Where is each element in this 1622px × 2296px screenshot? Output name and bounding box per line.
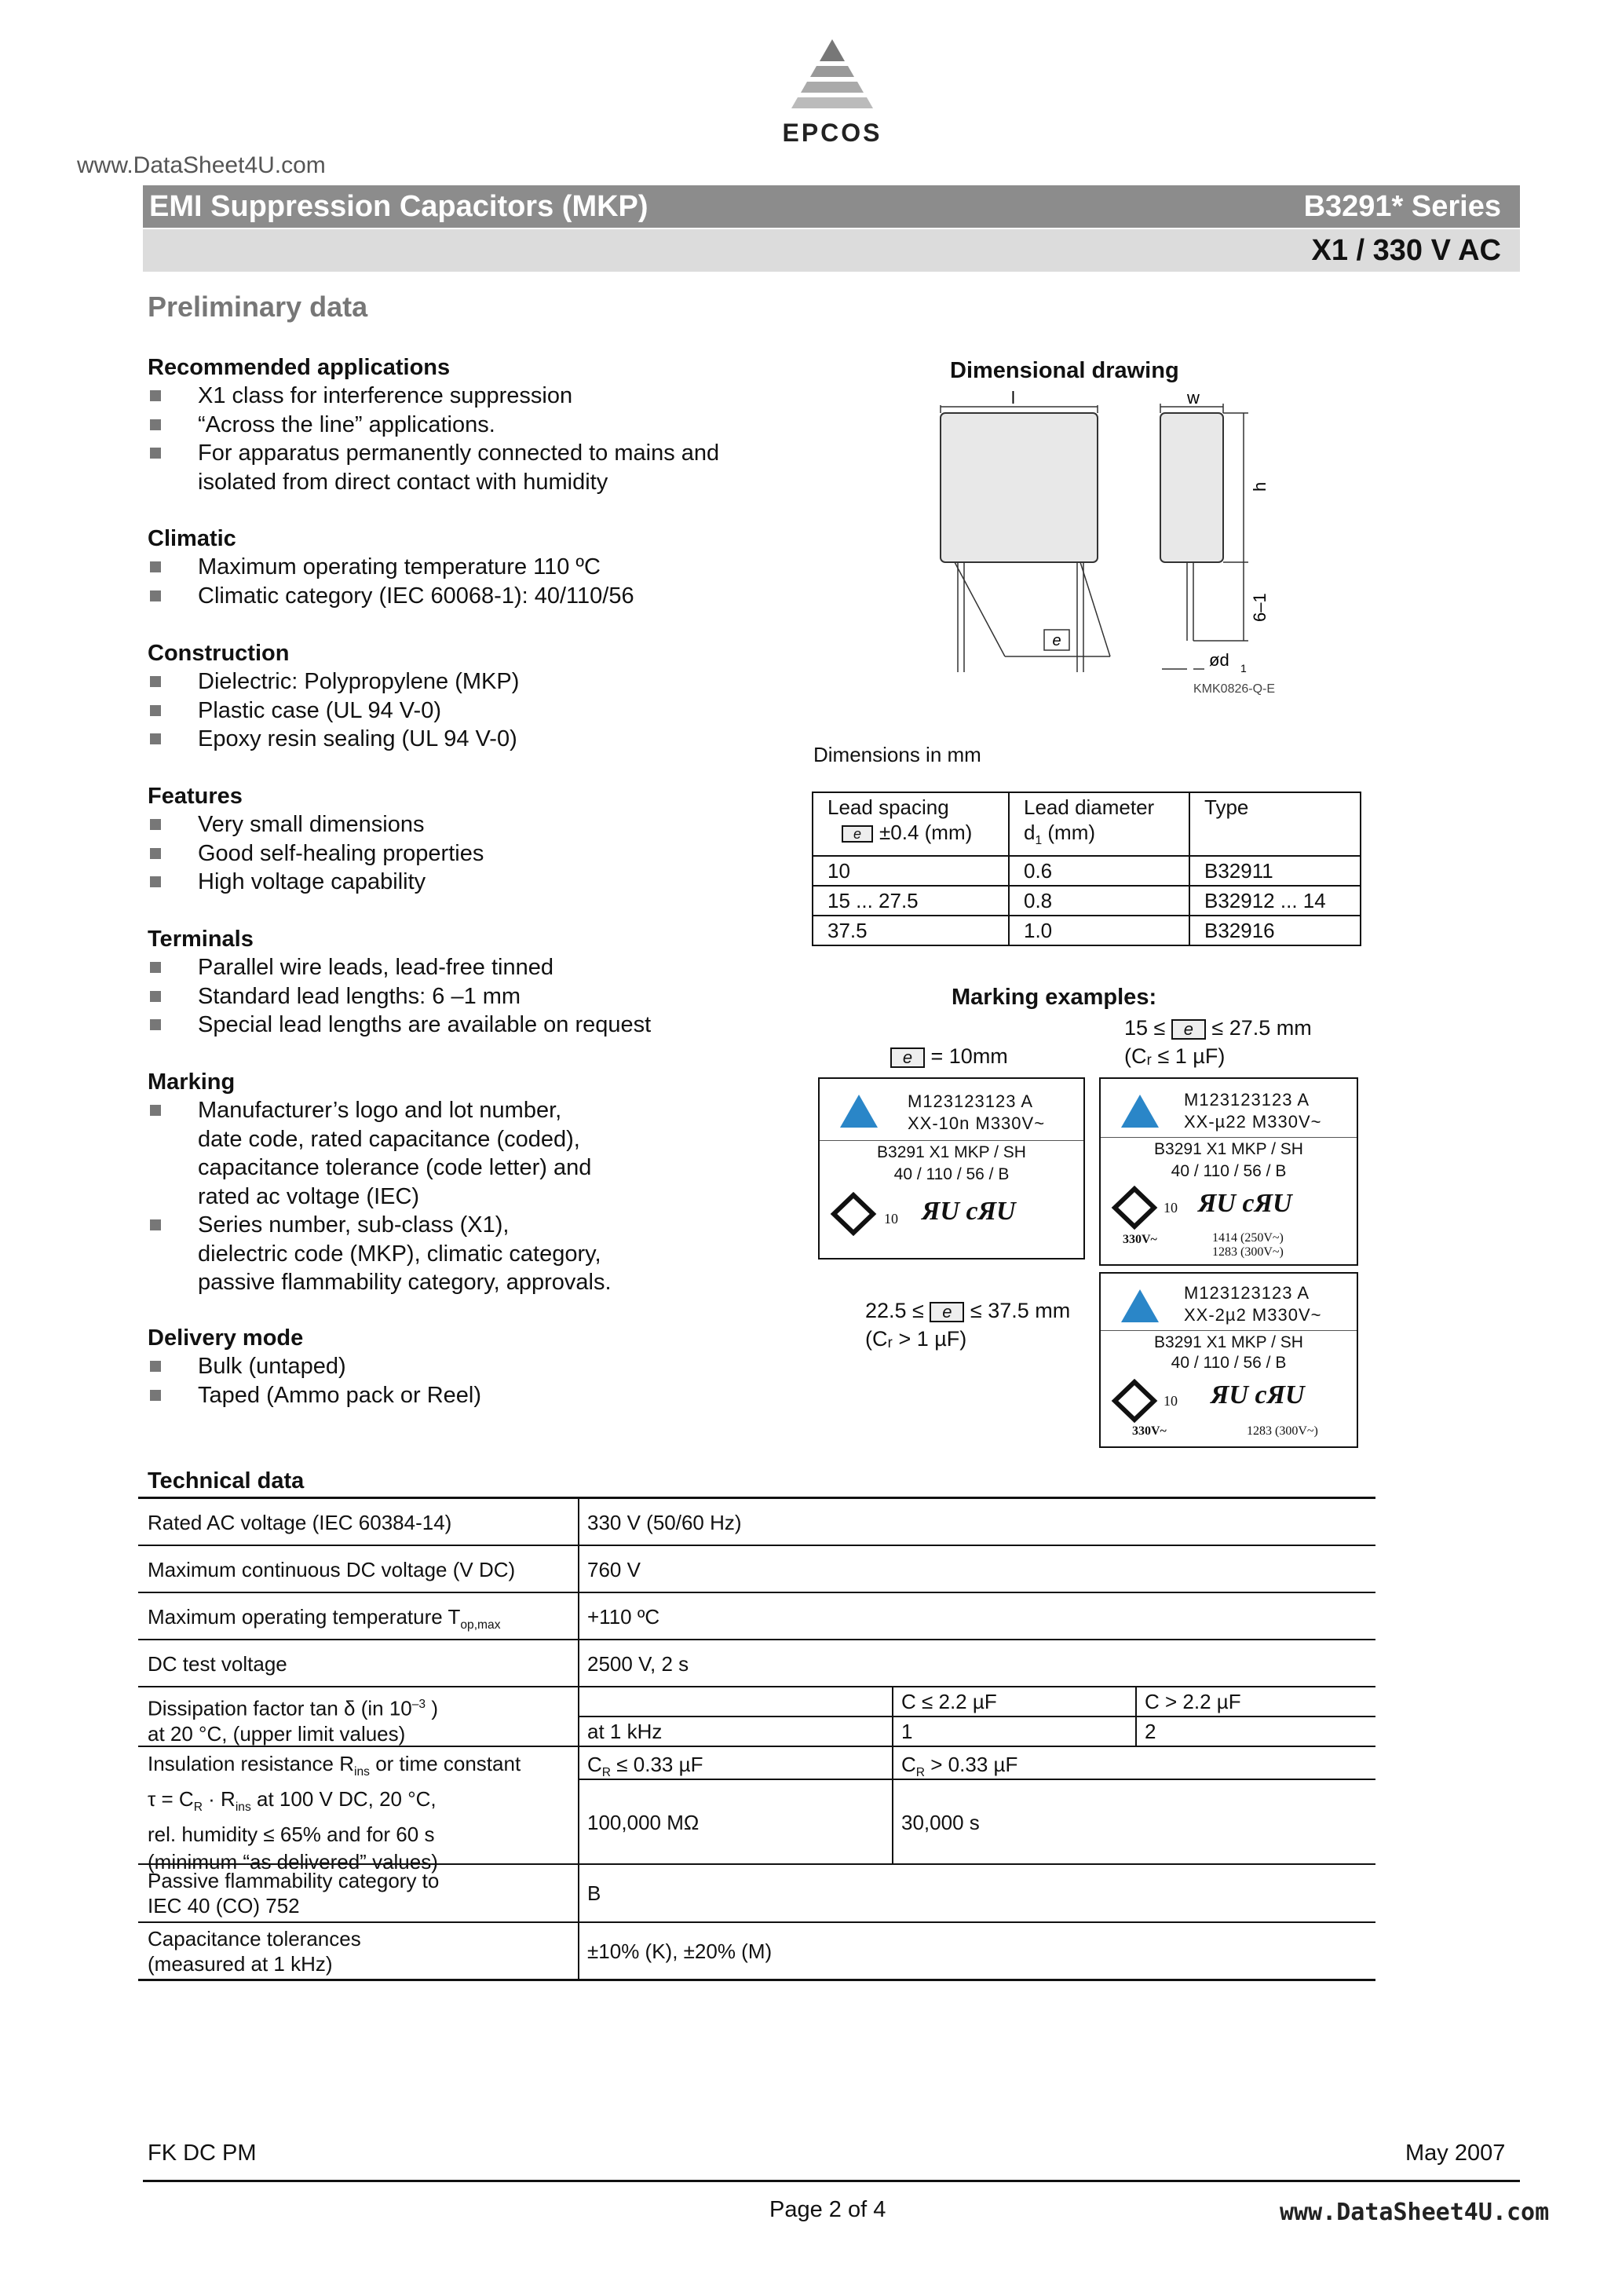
doc-title: EMI Suppression Capacitors (MKP)	[149, 190, 648, 223]
footer-date: May 2007	[1405, 2141, 1506, 2166]
dimensions-units: Dimensions in mm	[813, 743, 981, 766]
e-symbol: e	[1171, 1019, 1206, 1040]
vde-mark-icon	[1107, 1186, 1162, 1230]
list-item: X1 class for interference suppression	[148, 382, 719, 411]
list-item: Climatic category (IEC 60068-1): 40/110/56	[148, 582, 634, 611]
list-item: Series number, sub-class (X1), dielectric code (MKP), climatic category, passive flammability category, approvals.	[148, 1211, 612, 1297]
table-row: Maximum operating temperature $T_{op,max}$ +110 ºC	[138, 1593, 1375, 1640]
label-w: w	[1187, 389, 1200, 408]
label-h: h	[1250, 481, 1269, 492]
marking-example-b: M123123123 A XX-µ22 M330V~ B3291 X1 MKP / SH 40 / 110 / 56 / B 10 ЯU cЯU 330V~ 1414 (250V~) 1283 (300V~)	[1099, 1077, 1358, 1266]
list-item: Parallel wire leads, lead-free tinned	[148, 953, 651, 982]
section-delivery	[148, 1324, 481, 1409]
table-row: Rated AC voltage (IEC 60384-14) 330 V (50/60 Hz)	[138, 1499, 1375, 1546]
page-number: Page 2 of 4	[769, 2197, 886, 2222]
title-band	[143, 185, 1520, 228]
list-item: Dielectric: Polypropylene (MKP)	[148, 667, 519, 696]
section-title: Climatic	[148, 526, 236, 551]
section-title: Recommended applications	[148, 355, 451, 380]
label-d-sub: 1	[1240, 662, 1247, 675]
section-title: Terminals	[148, 927, 254, 952]
section-applications	[148, 353, 719, 496]
section-marking	[148, 1068, 612, 1297]
table-row: 10 0.6 B32911	[813, 856, 1361, 886]
section-title: Construction	[148, 641, 290, 666]
preliminary-label: Preliminary data	[148, 291, 368, 323]
header-cell: Lead spacing e ±0.4 (mm)	[813, 792, 1009, 856]
list-item: Good self-healing properties	[148, 839, 484, 868]
e-symbol: e	[842, 825, 873, 843]
section-climatic	[148, 525, 634, 610]
section-construction	[148, 639, 519, 754]
list-item: Standard lead lengths: 6 –1 mm	[148, 982, 651, 1011]
marking-label-b1: 15 ≤ e ≤ 27.5 mm	[1124, 1016, 1312, 1040]
watermark-top[interactable]: www.DataSheet4U.com	[77, 152, 326, 178]
brand-text: EPCOS	[782, 119, 882, 147]
table-row: DC test voltage 2500 V, 2 s	[138, 1640, 1375, 1687]
table-row: Capacitance tolerances (measured at 1 kHz) ±10% (K), ±20% (M)	[138, 1923, 1375, 1981]
header-cell: Lead diameter $d_1$ (mm)	[1009, 792, 1189, 856]
epcos-triangle-icon	[840, 1095, 878, 1128]
table-row: 37.5 1.0 B32916	[813, 916, 1361, 945]
list-item: Plastic case (UL 94 V-0)	[148, 696, 519, 726]
list-item: Manufacturer’s logo and lot number, date code, rated capacitance (coded), capacitance tolerance (code letter) and rated ac voltage (IEC)	[148, 1096, 612, 1211]
list-item: Epoxy resin sealing (UL 94 V-0)	[148, 725, 519, 754]
table-row: 15 ... 27.5 0.8 B32912 ... 14	[813, 886, 1361, 916]
drawing-title: Dimensional drawing	[950, 358, 1179, 383]
footer-department: FK DC PM	[148, 2141, 257, 2166]
vde-mark-icon	[1107, 1379, 1162, 1423]
epcos-triangle-icon	[1121, 1289, 1159, 1322]
marking-example-a: M123123123 A XX-10n M330V~ B3291 X1 MKP / SH 40 / 110 / 56 / B 10 ЯU cЯU	[818, 1077, 1085, 1260]
ul-mark-icon: ЯU cЯU	[922, 1197, 1016, 1226]
label-lead-length: 6–1	[1250, 593, 1269, 622]
list-item: Special lead lengths are available on request	[148, 1011, 651, 1040]
series-label: B3291* Series	[1303, 190, 1501, 223]
list-item: High voltage capability	[148, 868, 484, 897]
drawing-code: KMK0826-Q-E	[1193, 682, 1276, 696]
list-item: For apparatus permanently connected to mains and isolated from direct contact with humidity	[148, 439, 719, 496]
table-row: Maximum continuous DC voltage (V DC) 760 V	[138, 1546, 1375, 1593]
footer-rule	[143, 2180, 1520, 2182]
table-row-dissipation: Dissipation factor tan δ (in $10^{-3}$ ) at 20 °C, (upper limit values) C ≤ 2.2 µF C > 2.2 µF at 1 kHz 1 2	[138, 1687, 1375, 1747]
header-cell: Type	[1189, 792, 1361, 856]
e-symbol: e	[930, 1302, 964, 1322]
label-e: e	[1052, 632, 1061, 649]
list-item: Very small dimensions	[148, 810, 484, 839]
label-l: l	[1011, 389, 1015, 408]
marking-example-c: M123123123 A XX-2µ2 M330V~ B3291 X1 MKP / SH 40 / 110 / 56 / B 10 ЯU cЯU 330V~ 1283 (300V~)	[1099, 1272, 1358, 1448]
epcos-triangle-icon	[1121, 1095, 1159, 1128]
marking-title: Marking examples:	[952, 985, 1157, 1010]
table-header-row	[813, 792, 1361, 856]
ul-mark-icon: ЯU cЯU	[1198, 1189, 1292, 1218]
list-item: Bulk (untaped)	[148, 1352, 481, 1381]
marking-label-b2: (Cᵣ ≤ 1 µF)	[1124, 1044, 1226, 1068]
ul-mark-icon: ЯU cЯU	[1211, 1380, 1305, 1409]
section-title: Features	[148, 784, 243, 809]
section-terminals	[148, 925, 651, 1040]
marking-label-c1: 22.5 ≤ e ≤ 37.5 mm	[865, 1299, 1071, 1322]
label-d: ød	[1209, 650, 1229, 670]
marking-label-c2: (Cᵣ > 1 µF)	[865, 1327, 967, 1351]
technical-title: Technical data	[148, 1468, 305, 1493]
e-symbol: e	[890, 1047, 925, 1068]
section-title: Delivery mode	[148, 1325, 304, 1351]
list-item: “Across the line” applications.	[148, 411, 719, 440]
table-row-insulation: Insulation resistance $R_{ins}$ or time constant $\tau = C_R \cdot R_{ins}$ at 100 V DC, 20 °C, rel. humidity ≤ 65% and for 60 s (minimum “as delivered” values) $C_R \le 0.33$ µF $C_R > 0.33$ µF 100,000 MΩ 30,000 s	[138, 1747, 1375, 1865]
watermark-bottom[interactable]: www.DataSheet4U.com	[1280, 2199, 1550, 2226]
rating-band	[143, 229, 1520, 272]
epcos-logo	[769, 35, 895, 160]
marking-label-a: e = 10mm	[890, 1043, 1008, 1069]
dimensional-drawing	[911, 389, 1319, 696]
section-title: Marking	[148, 1069, 236, 1095]
section-features	[148, 782, 484, 897]
vde-mark-icon	[826, 1192, 881, 1236]
rating-label: X1 / 330 V AC	[1311, 234, 1501, 267]
list-item: Taped (Ammo pack or Reel)	[148, 1381, 481, 1410]
table-row: Passive flammability category to IEC 40 (CO) 752 B	[138, 1865, 1375, 1923]
dimensions-table	[812, 792, 1361, 946]
list-item: Maximum operating temperature 110 ºC	[148, 553, 634, 582]
